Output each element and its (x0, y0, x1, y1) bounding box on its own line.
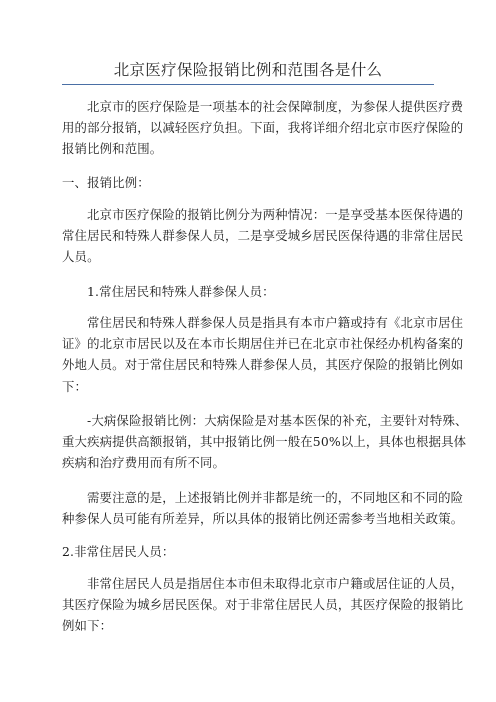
heading-line: 1.常住居民和特殊人群参保人员： (87, 284, 275, 299)
paragraph-line: 例如下： (62, 618, 113, 634)
paragraph-critical-illness (62, 410, 468, 474)
paragraph-non-residents-definition (62, 573, 464, 637)
paragraph-line: 疾病和治疗费用而有所不同。 (62, 455, 226, 471)
paragraph-line: -大病保险报销比例：大病保险是对基本医保的补充，主要针对特殊、 (87, 413, 468, 428)
document-title: 北京医疗保险报销比例和范围各是什么 (113, 61, 383, 79)
paragraph-line: 用的部分报销，以减轻医疗负担。下面，我将详细介绍北京市医疗保险的 (62, 120, 464, 136)
heading-line: 2.非常住居民人员： (62, 544, 175, 559)
paragraph-intro (62, 96, 464, 160)
subheading-residents (62, 281, 438, 302)
paragraph-line: 种参保人员可能有所差异，所以具体的报销比例还需参考当地相关政策。 (62, 511, 464, 527)
paragraph-line: 报销比例和范围。 (62, 141, 163, 157)
paragraph-line: 其医疗保险为城乡居民医保。对于非常住居民人员，其医疗保险的报销比 (62, 597, 464, 613)
paragraph-line: 重大疾病提供高额报销，其中报销比例一般在50%以上，具体也根据具体 (62, 434, 467, 450)
paragraph-line: 常住居民和特殊人群参保人员是指具有本市户籍或持有《北京市居住 (87, 315, 464, 330)
paragraph-ratio-overview (62, 204, 464, 268)
title-underline (62, 84, 434, 85)
heading-line: 一、报销比例： (62, 175, 150, 190)
paragraph-line: 下： (62, 378, 88, 394)
paragraph-line: 非常住居民人员是指居住本市但未取得北京市户籍或居住证的人员， (87, 576, 464, 591)
paragraph-line: 人员。 (62, 249, 100, 265)
section-heading-ratio (62, 172, 438, 193)
paragraph-line: 证》的北京市居民以及在本市长期居住并已在北京市社保经办机构备案的 (62, 336, 464, 352)
paragraph-line: 外地人员。对于常住居民和特殊人群参保人员，其医疗保险的报销比例如 (62, 357, 464, 373)
paragraph-note (62, 487, 464, 529)
subheading-non-residents (62, 541, 438, 562)
paragraph-line: 常住居民和特殊人群参保人员，二是享受城乡居民医保待遇的非常住居民 (62, 228, 464, 244)
paragraph-line: 北京市的医疗保险是一项基本的社会保障制度，为参保人提供医疗费 (87, 99, 464, 114)
paragraph-line: 需要注意的是，上述报销比例并非都是统一的，不同地区和不同的险 (87, 490, 464, 505)
paragraph-residents-definition (62, 312, 464, 397)
paragraph-line: 北京市医疗保险的报销比例分为两种情况：一是享受基本医保待遇的 (87, 207, 464, 222)
